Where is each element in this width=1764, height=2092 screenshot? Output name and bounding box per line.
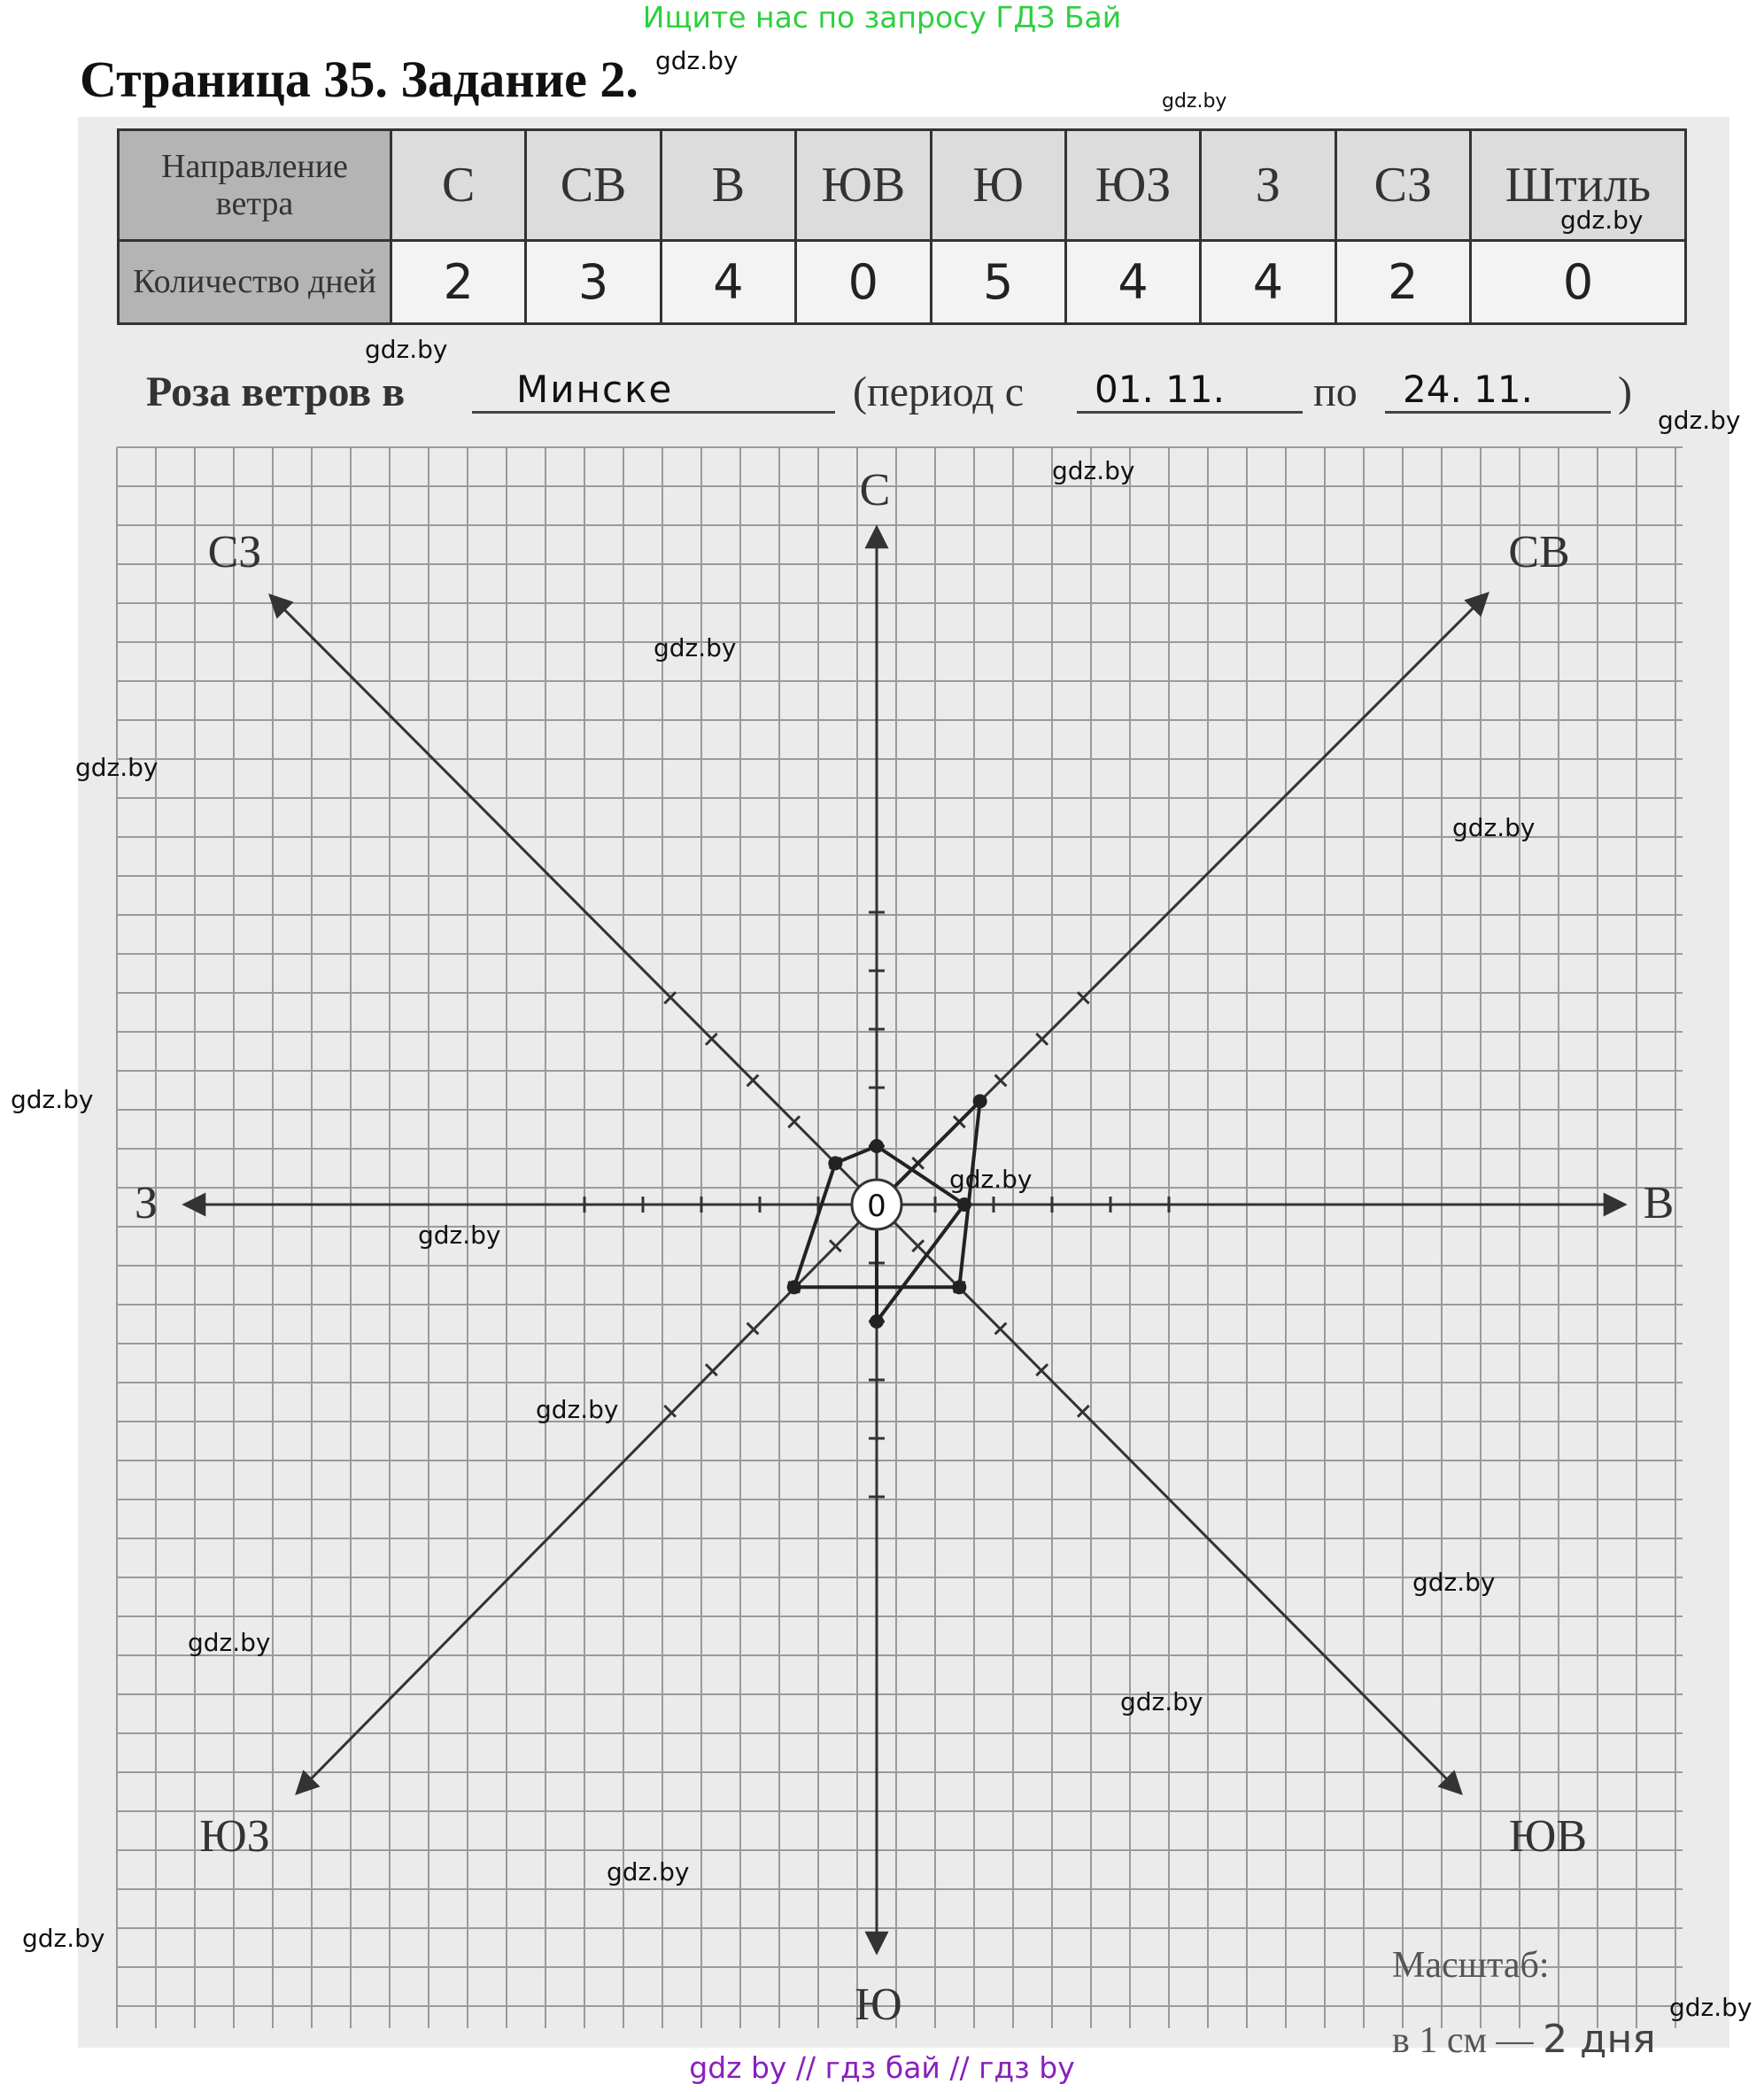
label-northeast: СВ xyxy=(1508,527,1570,577)
city-field: Минске xyxy=(472,368,835,414)
days-cell: 0 xyxy=(1471,240,1686,323)
period-to-label: по xyxy=(1313,368,1358,415)
direction-cell: Штиль xyxy=(1471,130,1686,241)
watermark: gdz.by xyxy=(11,1085,94,1114)
direction-cell: В xyxy=(661,130,795,241)
days-cell: 4 xyxy=(661,240,795,323)
days-cell: 0 xyxy=(796,240,931,323)
watermark: gdz.by xyxy=(22,1924,105,1953)
days-cell: 3 xyxy=(526,240,661,323)
origin-label: 0 xyxy=(867,1189,886,1224)
direction-cell: Ю xyxy=(931,130,1065,241)
watermark: gdz.by xyxy=(1412,1568,1496,1597)
scale-label: Масштаб: xyxy=(1392,1945,1550,1986)
watermark: gdz.by xyxy=(536,1395,619,1424)
date-to-field: 24. 11. xyxy=(1385,368,1611,414)
watermark: gdz.by xyxy=(1560,205,1644,235)
date-from-field: 01. 11. xyxy=(1077,368,1303,414)
label-southeast: ЮВ xyxy=(1508,1811,1588,1862)
watermark: gdz.by xyxy=(418,1220,501,1250)
rose-point xyxy=(828,1156,842,1170)
rose-point xyxy=(952,1280,966,1294)
watermark: gdz.by xyxy=(1162,90,1227,112)
direction-cell: СЗ xyxy=(1335,130,1470,241)
rose-point xyxy=(957,1197,971,1212)
label-northwest: СЗ xyxy=(207,527,262,577)
direction-cell: ЮВ xyxy=(796,130,931,241)
label-southwest: ЮЗ xyxy=(199,1811,270,1862)
direction-cell: З xyxy=(1201,130,1335,241)
axis-northwest xyxy=(270,595,877,1205)
compass-axes xyxy=(184,527,1625,1953)
watermark: gdz.by xyxy=(365,335,448,364)
period-close: ) xyxy=(1618,368,1632,415)
watermark: gdz.by xyxy=(1052,456,1135,485)
direction-cell: СВ xyxy=(526,130,661,241)
period-open: (период с xyxy=(853,368,1025,415)
days-header: Количество дней xyxy=(119,240,391,323)
watermark: gdz.by xyxy=(949,1165,1033,1194)
label-west: З xyxy=(134,1178,159,1228)
watermark: gdz.by xyxy=(1452,813,1536,842)
watermark: gdz.by xyxy=(188,1628,271,1657)
footer-links[interactable]: gdz by // гдз бай // гдз by xyxy=(689,2050,1075,2085)
days-cell: 5 xyxy=(931,240,1065,323)
rose-point xyxy=(870,1314,884,1329)
watermark: gdz.by xyxy=(1120,1687,1203,1716)
watermark: gdz.by xyxy=(1658,406,1741,435)
watermark: gdz.by xyxy=(655,46,739,75)
scale-prefix: в 1 см — xyxy=(1392,2020,1534,2061)
direction-cell: ЮЗ xyxy=(1065,130,1200,241)
days-cell: 4 xyxy=(1201,240,1335,323)
label-north: С xyxy=(859,465,891,515)
label-south: Ю xyxy=(855,1980,902,2030)
days-cell: 4 xyxy=(1065,240,1200,323)
rose-point xyxy=(787,1280,801,1294)
days-cell: 2 xyxy=(1335,240,1470,323)
direction-cell: С xyxy=(391,130,526,241)
days-cell: 2 xyxy=(391,240,526,323)
watermark: gdz.by xyxy=(1669,1993,1752,2022)
rose-point xyxy=(973,1094,987,1108)
watermark: gdz.by xyxy=(607,1857,690,1887)
direction-header: Направление ветра xyxy=(119,130,391,241)
label-east: В xyxy=(1643,1178,1675,1228)
watermark: gdz.by xyxy=(654,633,737,662)
scale-value: 2 дня xyxy=(1543,2017,1656,2062)
page-title: Страница 35. Задание 2. xyxy=(80,50,638,108)
rose-label: Роза ветров в xyxy=(146,368,406,415)
grid xyxy=(117,447,1683,2028)
watermark: gdz.by xyxy=(75,753,159,782)
top-banner[interactable]: Ищите нас по запросу ГДЗ Бай xyxy=(642,0,1122,35)
rose-point xyxy=(870,1139,884,1153)
